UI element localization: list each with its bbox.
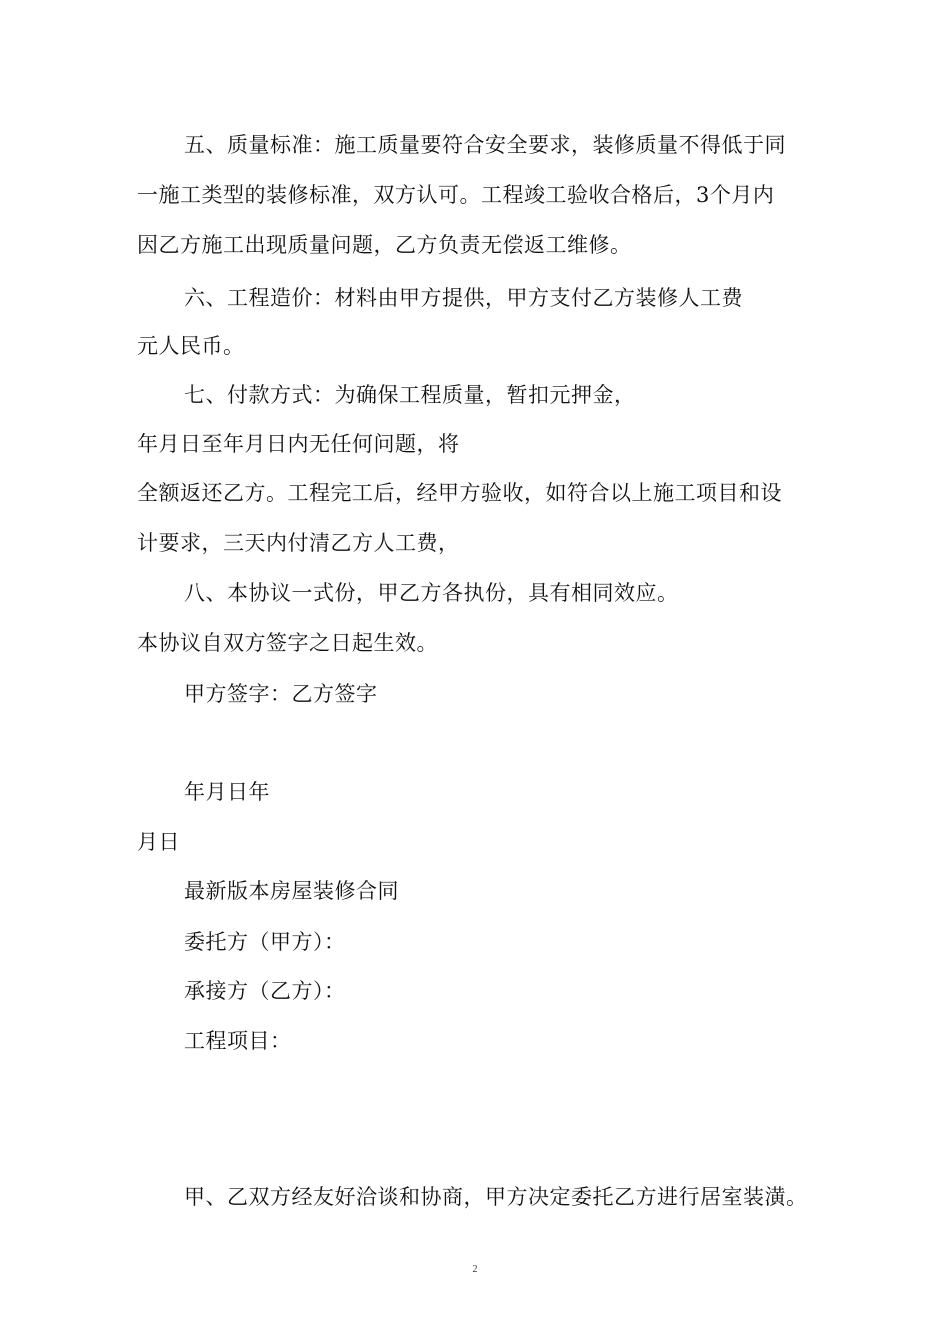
- text-line: 月日: [137, 830, 180, 854]
- text-line: 计要求，三天内付清乙方人工费，: [137, 531, 460, 555]
- text-line: 六、工程造价：材料由甲方提供，甲方支付乙方装修人工费: [184, 286, 743, 310]
- text-line: 因乙方施工出现质量问题，乙方负责无偿返工维修。: [137, 233, 632, 257]
- text-line: 八、本协议一式份，甲乙方各执份，具有相同效应。: [184, 581, 679, 605]
- text-line: 全额返还乙方。工程完工后，经甲方验收，如符合以上施工项目和设: [137, 481, 782, 505]
- text-line: 年月日年: [184, 780, 270, 804]
- text-line: 工程项目：: [184, 1029, 292, 1053]
- text-line: 最新版本房屋装修合同: [184, 879, 399, 903]
- text-line: 元人民币。: [137, 334, 245, 358]
- page-number: 2: [472, 1264, 478, 1275]
- text-line: 七、付款方式：为确保工程质量，暂扣元押金，: [184, 383, 636, 407]
- text-line: 五、质量标准：施工质量要符合安全要求，装修质量不得低于同: [184, 133, 786, 157]
- text-line: 本协议自双方签字之日起生效。: [137, 631, 438, 655]
- text-line: 承接方（乙方）：: [184, 979, 346, 1003]
- text-line: 一施工类型的装修标准，双方认可。工程竣工验收合格后，3个月内: [137, 183, 775, 207]
- text-line: 委托方（甲方）：: [184, 930, 346, 954]
- text-line: 年月日至年月日内无任何问题，将: [137, 432, 460, 456]
- text-line: 甲、乙双方经友好洽谈和协商，甲方决定委托乙方进行居室装潢。: [184, 1185, 808, 1209]
- text-line: 甲方签字：乙方签字: [184, 682, 378, 706]
